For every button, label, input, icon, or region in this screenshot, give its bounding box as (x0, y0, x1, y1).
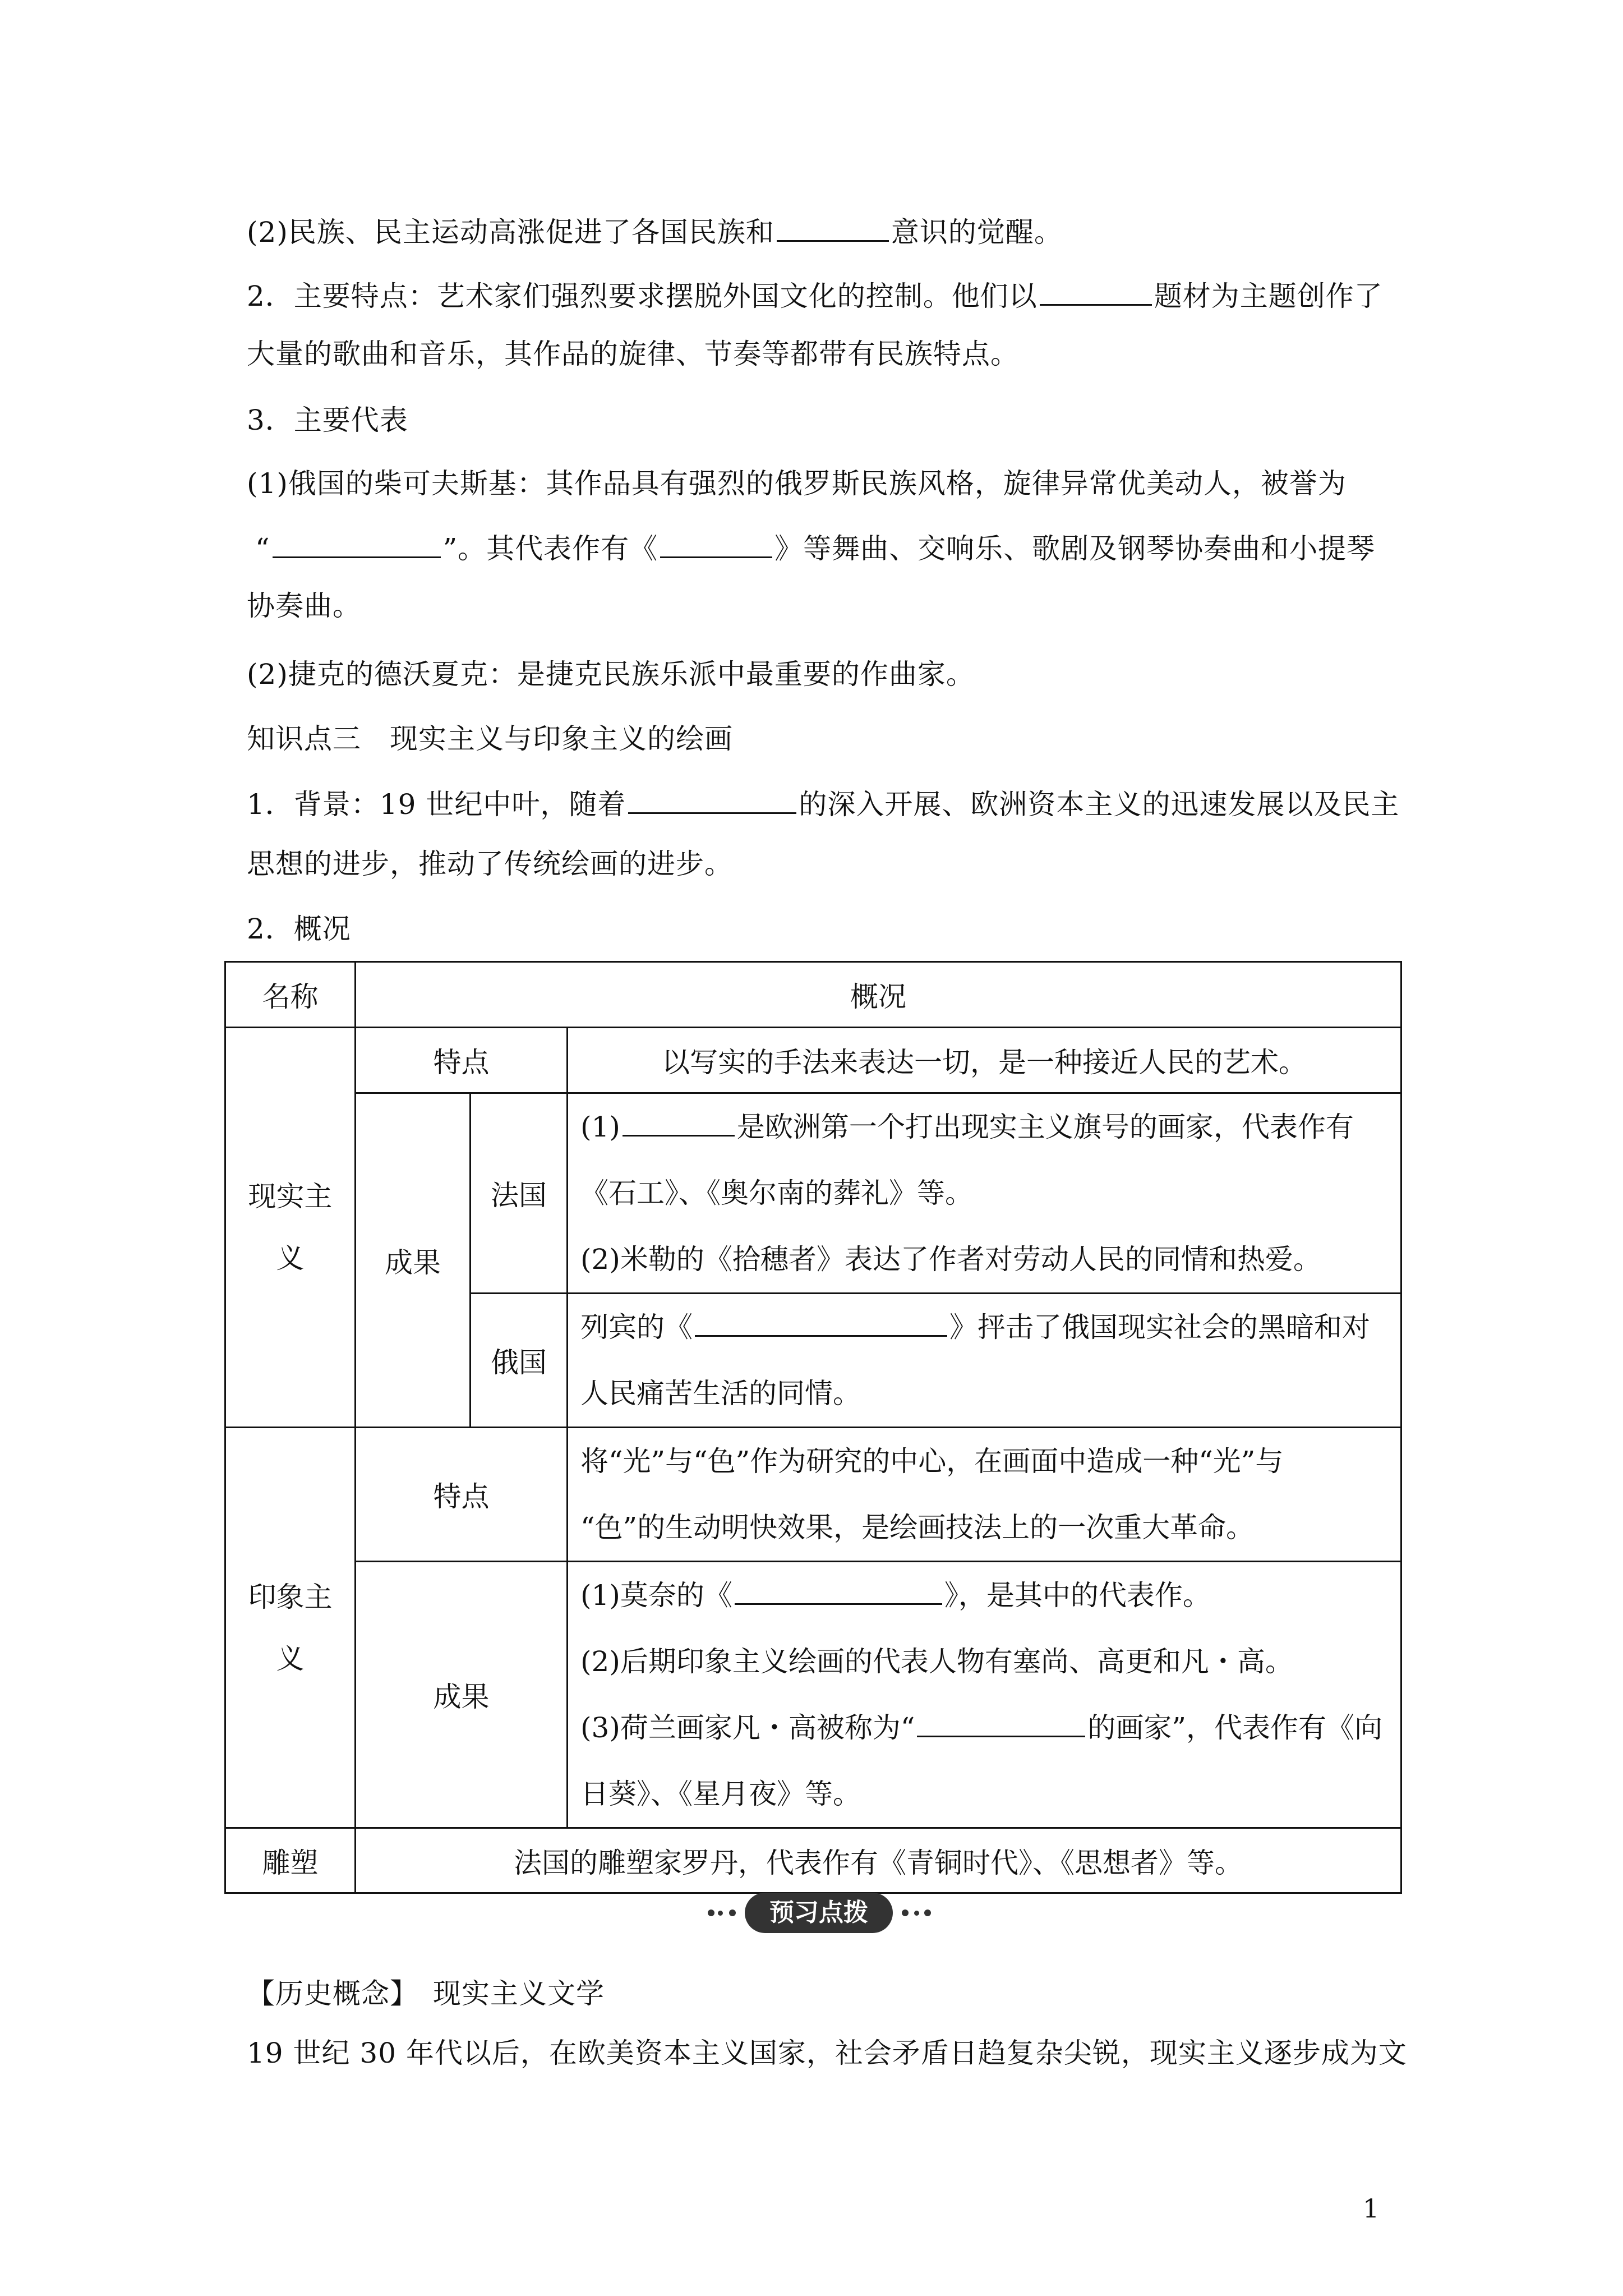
dot-icon (914, 1911, 919, 1916)
concept-text: 19 世纪 30 年代以后，在欧美资本主义国家，社会矛盾日趋复杂尖锐，现实主义逐步成为文 (247, 2037, 1407, 2069)
feature-label: 特点 (356, 1428, 568, 1562)
text-line (247, 212, 1063, 249)
achievement-label: 成果 (356, 1093, 471, 1428)
text: 2．主要特点：艺术家们强烈要求摆脱外国文化的控制。他们以 (247, 280, 1038, 312)
text-line: 日葵》、《星月夜》等。 (580, 1778, 861, 1810)
fill-blank (1040, 276, 1152, 306)
text: 1．背景：19 世纪中叶，随着 (247, 788, 626, 821)
text-line: 大量的歌曲和音乐，其作品的旋律、节奏等都带有民族特点。 (247, 338, 1019, 370)
realism-label (225, 1028, 356, 1428)
fill-blank (628, 784, 796, 814)
fill-blank (735, 1575, 942, 1605)
text: 印象主 (248, 1580, 333, 1613)
table-header-overview: 概况 (356, 962, 1401, 1028)
concept-title: 【历史概念】 现实主义文学 (247, 1977, 605, 2010)
table-row (225, 1028, 1401, 1093)
text: ”。其代表作有《 (442, 532, 658, 565)
impressionism-achievements (568, 1562, 1401, 1828)
overview-table (224, 961, 1402, 1894)
dot-icon (708, 1910, 714, 1916)
preview-tips-banner (707, 1890, 931, 1935)
text-line: 3．主要代表 (247, 404, 408, 436)
feature-label: 特点 (356, 1028, 568, 1093)
text-line (247, 784, 1399, 821)
section-heading: 知识点三 现实主义与印象主义的绘画 (247, 723, 733, 755)
france-achievements (568, 1093, 1401, 1294)
table-row (225, 1562, 1401, 1828)
france-label: 法国 (471, 1093, 568, 1294)
text-line: (2)米勒的《拾穗者》表达了作者对劳动人民的同情和热爱。 (580, 1243, 1321, 1276)
fill-blank (273, 528, 441, 558)
text: 列宾的《 (580, 1311, 693, 1343)
russia-label: 俄国 (471, 1294, 568, 1428)
text-line (255, 528, 1375, 565)
text-line (247, 276, 1383, 313)
text: (3)荷兰画家凡・高被称为“ (580, 1711, 915, 1744)
preview-tips-badge: 预习点拨 (745, 1893, 893, 1933)
table-row (225, 1428, 1401, 1562)
text-line: 协奏曲。 (247, 590, 361, 622)
text-line (580, 1094, 1388, 1160)
fill-blank (777, 212, 889, 242)
text-line: (2)后期印象主义绘画的代表人物有塞尚、高更和凡・高。 (580, 1645, 1293, 1678)
text: (2)民族、民主运动高涨促进了各国民族和 (247, 216, 774, 249)
table-row (225, 962, 1401, 1028)
text-line: 2．概况 (247, 913, 351, 945)
text: 现实主 (248, 1180, 333, 1213)
dot-icon (729, 1910, 736, 1916)
text: 义 (276, 1642, 305, 1675)
fill-blank (623, 1107, 735, 1137)
text-line: 将“光”与“色”作为研究的中心，在画面中造成一种“光”与 (580, 1445, 1284, 1478)
sculpture-text: 法国的雕塑家罗丹，代表作有《青铜时代》、《思想者》等。 (356, 1828, 1401, 1893)
realism-feature: 以写实的手法来表达一切，是一种接近人民的艺术。 (568, 1028, 1401, 1093)
text-line (580, 1562, 1388, 1628)
fill-blank (695, 1307, 947, 1337)
table-header-name: 名称 (225, 962, 356, 1028)
text: “ (255, 532, 270, 565)
text-line: 《石工》、《奥尔南的葬礼》等。 (580, 1177, 973, 1209)
fill-blank (917, 1708, 1085, 1737)
text: 是欧洲第一个打出现实主义旗号的画家，代表作有 (736, 1111, 1354, 1143)
text-line (580, 1695, 1388, 1761)
table-row (225, 1828, 1401, 1893)
text-line: (1)俄国的柴可夫斯基：其作品具有强烈的俄罗斯民族风格，旋律异常优美动人，被誉为 (247, 467, 1347, 500)
text: (1) (580, 1111, 620, 1143)
text-line: (2)捷克的德沃夏克：是捷克民族乐派中最重要的作曲家。 (247, 658, 975, 691)
text-line: 人民痛苦生活的同情。 (580, 1377, 861, 1410)
table-row (225, 1093, 1401, 1294)
impressionism-label (225, 1428, 356, 1828)
text: 的深入开展、欧洲资本主义的迅速发展以及民主 (799, 788, 1400, 821)
text: 》等舞曲、交响乐、歌剧及钢琴协奏曲和小提琴 (774, 532, 1376, 565)
text: 》，是其中的代表作。 (944, 1579, 1211, 1612)
impressionism-feature (568, 1428, 1401, 1562)
fill-blank (660, 528, 772, 558)
text: (1)莫奈的《 (580, 1579, 732, 1612)
text-line: “色”的生动明快效果，是绘画技法上的一次重大革命。 (580, 1511, 1255, 1544)
page-number: 1 (1363, 2193, 1380, 2224)
russia-achievements (568, 1294, 1401, 1428)
text-line: 思想的进步，推动了传统绘画的进步。 (247, 848, 733, 880)
text: 的画家”，代表作有《向 (1087, 1711, 1382, 1744)
achievement-label: 成果 (356, 1562, 568, 1828)
text: 义 (276, 1242, 305, 1274)
text: 》抨击了俄国现实社会的黑暗和对 (949, 1311, 1370, 1343)
sculpture-label: 雕塑 (225, 1828, 356, 1893)
dot-icon (902, 1910, 909, 1916)
dot-icon (718, 1911, 723, 1916)
text-line (580, 1294, 1388, 1360)
text: 题材为主题创作了 (1154, 280, 1383, 312)
dot-icon (924, 1910, 931, 1916)
text: 意识的觉醒。 (891, 216, 1063, 249)
